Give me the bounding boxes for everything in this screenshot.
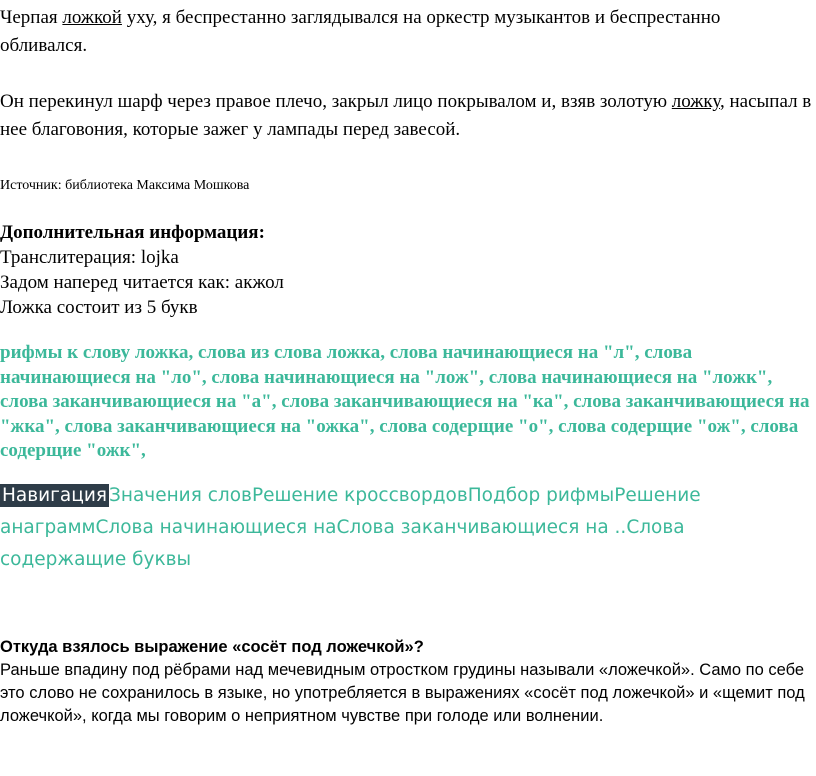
related-link[interactable]: слова начинающиеся на "ложк" (488, 366, 768, 388)
additional-info (0, 220, 284, 320)
related-link[interactable]: слова заканчивающиеся на "жка" (0, 391, 810, 437)
link-separator: , (380, 342, 390, 363)
link-separator: , (634, 342, 645, 363)
nav-item[interactable]: Слова заканчивающиеся на .. (336, 517, 627, 538)
navigation (0, 480, 800, 576)
highlighted-word: ложку (671, 91, 720, 112)
sentence-text-before: Черпая (0, 7, 63, 28)
related-link[interactable]: рифмы к слову ложка (0, 342, 189, 363)
link-separator: , (767, 366, 773, 388)
related-link[interactable]: слова начинающиеся на "л" (389, 342, 635, 363)
sentence-text-after: , насыпал в нее благовония, которые зажег у лампады перед завесой. (0, 91, 812, 140)
faq-answer: Раньше впадину под рёбрами над мечевидным отростком грудины называли «ложечкой». Само по себе это слово не сохранилось в языке, но употребляется в выражениях «сосёт под ложечкой» и «щемит под ложечкой», когда мы говорим о неприятном чувстве при голоде или волнении. (0, 661, 805, 725)
link-separator: , (548, 415, 559, 437)
link-separator: , (201, 366, 212, 388)
related-link[interactable]: слова начинающиеся на "лож" (211, 366, 480, 388)
related-link[interactable]: слова заканчивающиеся на "ка" (281, 391, 564, 412)
related-link[interactable]: слова заканчивающиеся на "ожка" (64, 415, 370, 437)
link-separator: , (479, 366, 489, 388)
sentence-text-before: Он перекинул шарф через правое плечо, закрыл лицо покрывалом и, взяв золотую (0, 91, 672, 112)
related-links (0, 341, 816, 464)
source-note: Источник: библиотека Максима Мошкова (0, 178, 250, 193)
link-separator: , (55, 415, 65, 437)
example-sentence-2 (0, 88, 812, 144)
link-separator: , (271, 391, 282, 412)
reverse-reading: Задом наперед читается как: акжол (0, 272, 284, 293)
nav-item[interactable]: Решение анаграмм (0, 485, 701, 538)
related-link[interactable]: слова содерщие "ож" (558, 415, 741, 437)
nav-item[interactable]: Слова содержащие буквы (0, 517, 685, 570)
related-link[interactable]: слова начинающиеся на "ло" (0, 342, 693, 388)
link-separator: , (141, 440, 146, 461)
related-link[interactable]: слова содерщие "о" (379, 415, 549, 437)
related-link[interactable]: слова заканчивающиеся на "а" (0, 391, 272, 412)
link-separator: , (563, 391, 574, 412)
related-link[interactable]: слова из слова ложка (198, 342, 381, 363)
nav-item[interactable]: Слова начинающиеся на (95, 517, 337, 538)
sentence-text-after: уху, я беспрестанно заглядывался на оркестр музыкантов и беспрестанно обливался. (0, 7, 721, 56)
nav-item[interactable]: Подбор рифмы (467, 485, 615, 506)
additional-info-heading: Дополнительная информация: (0, 222, 265, 243)
link-separator: , (740, 415, 751, 437)
link-separator: , (369, 415, 380, 437)
transliteration: Транслитерация: lojka (0, 247, 179, 268)
faq-question: Откуда взялось выражение «сосёт под ложечкой»? (0, 638, 424, 656)
nav-item[interactable]: Значения слов (108, 485, 252, 506)
faq-block (0, 636, 812, 728)
link-separator: , (188, 342, 198, 363)
navigation-title: Навигация (2, 485, 107, 506)
nav-item[interactable]: Решение кроссвордов (251, 485, 468, 506)
letter-count: Ложка состоит из 5 букв (0, 297, 198, 318)
highlighted-word: ложкой (62, 7, 122, 28)
related-link[interactable]: слова содерщие "ожк" (0, 415, 799, 461)
example-sentence-1 (0, 4, 812, 60)
